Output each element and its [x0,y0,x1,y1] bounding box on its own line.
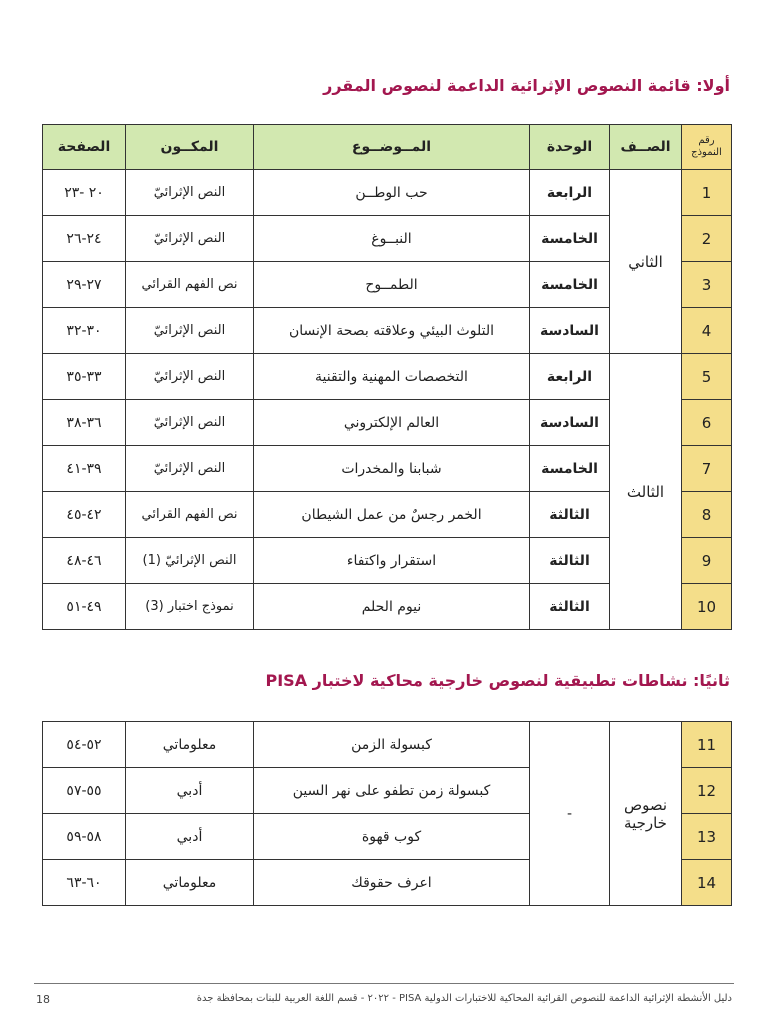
row-num: 11 [682,722,732,768]
page-cell: ٤٩-٥١ [43,584,126,630]
topic-cell: الخمر رجسٌ من عمل الشيطان [254,492,530,538]
topic-cell: التلوث البيئي وعلاقته بصحة الإنسان [254,308,530,354]
page-cell: ٣٦-٣٨ [43,400,126,446]
row-num: 3 [682,262,732,308]
header-grade: الصــف [610,125,682,170]
topic-cell: العالم الإلكتروني [254,400,530,446]
footer-text: دليل الأنشطة الإثرائية الداعمة للنصوص القرائية المحاكية للاختبارات الدولية PISA - ٢٠٢٢ - قسم اللغة العربية للبنات بمحافظة جدة [196,993,732,1004]
table-row [43,170,732,216]
row-num: 10 [682,584,732,630]
component-cell: النص الإثرائيّ [126,400,254,446]
topic-cell: التخصصات المهنية والتقنية [254,354,530,400]
topic-cell: الطمــوح [254,262,530,308]
component-cell: نص الفهم القرائي [126,262,254,308]
component-cell: أدبي [126,768,254,814]
unit-cell: السادسة [530,308,610,354]
topic-cell: شبابنا والمخدرات [254,446,530,492]
component-cell: النص الإثرائيّ [126,354,254,400]
row-num: 14 [682,860,732,906]
component-cell: النص الإثرائيّ (1) [126,538,254,584]
topic-cell: اعرف حقوقك [254,860,530,906]
unit-cell: السادسة [530,400,610,446]
table-row [43,722,732,768]
header-topic: المــوضــوع [254,125,530,170]
grade-cell: الثالث [610,354,682,630]
unit-cell: الثالثة [530,584,610,630]
component-cell: معلوماتي [126,722,254,768]
unit-cell: الخامسة [530,262,610,308]
topic-cell: كبسولة زمن تطفو على نهر السين [254,768,530,814]
page-cell: ٢٤-٢٦ [43,216,126,262]
page-cell: ٣٩-٤١ [43,446,126,492]
page-cell: ٣٠-٣٢ [43,308,126,354]
page-cell: ٥٨-٥٩ [43,814,126,860]
unit-cell: الخامسة [530,216,610,262]
page-cell: ٦٠-٦٣ [43,860,126,906]
row-num: 13 [682,814,732,860]
component-cell: أدبي [126,814,254,860]
component-cell: النص الإثرائيّ [126,216,254,262]
topic-cell: كبسولة الزمن [254,722,530,768]
grade-cell: نصوص خارجية [610,722,682,906]
header-component: المكــون [126,125,254,170]
topic-cell: كوب قهوة [254,814,530,860]
row-num: 4 [682,308,732,354]
component-cell: النص الإثرائيّ [126,446,254,492]
row-num: 7 [682,446,732,492]
page-cell: ٥٢-٥٤ [43,722,126,768]
section-heading-1: أولا: قائمة النصوص الإثرائية الداعمة لنصوص المقرر [323,76,730,95]
unit-cell: الثالثة [530,492,610,538]
row-num: 2 [682,216,732,262]
page-cell: ٣٣-٣٥ [43,354,126,400]
topic-cell: حب الوطــن [254,170,530,216]
topic-cell: النبــوغ [254,216,530,262]
page-cell: ٥٥-٥٧ [43,768,126,814]
header-unit: الوحدة [530,125,610,170]
table-header-row [43,125,732,170]
grade-cell: الثاني [610,170,682,354]
pisa-texts-table [42,721,732,906]
topic-cell: استقرار واكتفاء [254,538,530,584]
component-cell: معلوماتي [126,860,254,906]
page-cell: ٤٢-٤٥ [43,492,126,538]
unit-cell: الخامسة [530,446,610,492]
row-num: 1 [682,170,732,216]
component-cell: النص الإثرائيّ [126,308,254,354]
section-heading-2: ثانيًا: نشاطات تطبيقية لنصوص خارجية محاكية لاختبار PISA [265,671,730,690]
table-row [43,354,732,400]
component-cell: نموذج اختبار (3) [126,584,254,630]
component-cell: النص الإثرائيّ [126,170,254,216]
unit-cell: الثالثة [530,538,610,584]
enrichment-texts-table [42,124,732,630]
header-num: رقم النموذج [682,125,732,170]
topic-cell: نيوم الحلم [254,584,530,630]
row-num: 8 [682,492,732,538]
page-cell: ٢٠ -٢٣ [43,170,126,216]
row-num: 5 [682,354,732,400]
unit-cell: - [530,722,610,906]
unit-cell: الرابعة [530,170,610,216]
page-cell: ٤٦-٤٨ [43,538,126,584]
page-number: 18 [36,993,50,1006]
row-num: 6 [682,400,732,446]
header-page: الصفحة [43,125,126,170]
component-cell: نص الفهم القرائي [126,492,254,538]
footer-divider [34,983,734,984]
page-cell: ٢٧-٢٩ [43,262,126,308]
unit-cell: الرابعة [530,354,610,400]
row-num: 12 [682,768,732,814]
row-num: 9 [682,538,732,584]
